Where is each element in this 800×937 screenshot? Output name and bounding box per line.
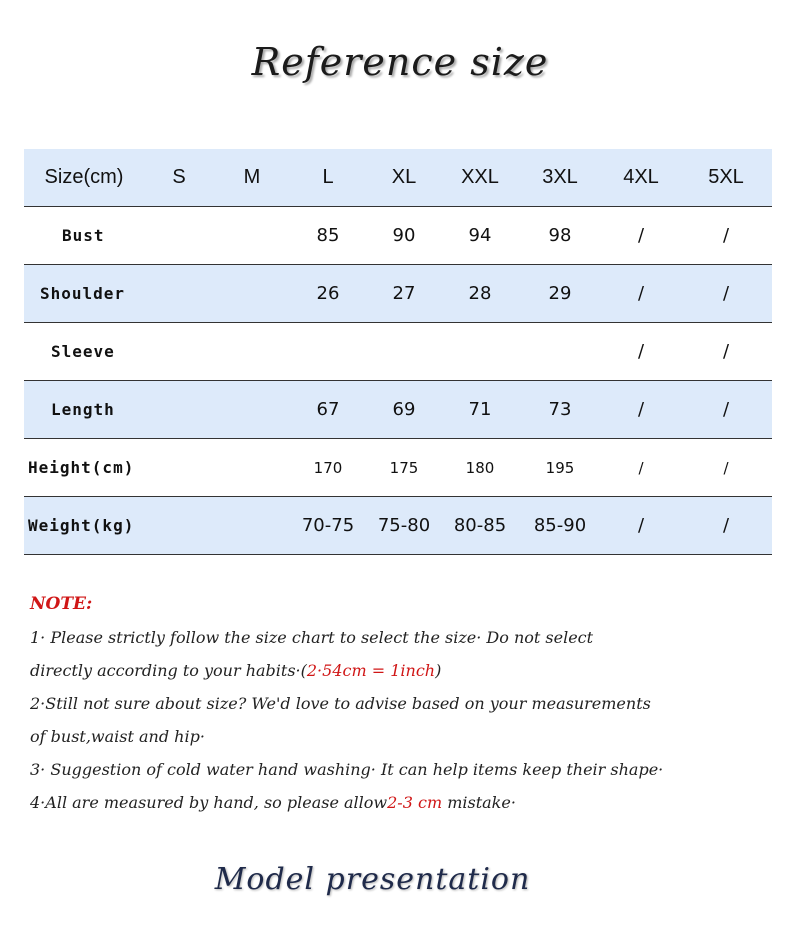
table-cell: 80-85: [442, 497, 518, 555]
header-cell: 3XL: [518, 149, 602, 207]
table-cell: [214, 207, 290, 265]
table-cell: [442, 323, 518, 381]
row-label: Bust: [24, 207, 144, 265]
table-cell: /: [602, 265, 680, 323]
table-row: [24, 265, 772, 323]
table-cell: /: [602, 497, 680, 555]
table-cell: /: [680, 207, 772, 265]
header-cell: 5XL: [680, 149, 772, 207]
table-cell: [366, 323, 442, 381]
table-header-row: [24, 149, 772, 207]
note-text: ): [435, 661, 442, 680]
table-row: [24, 381, 772, 439]
note-text: directly according to your habits·(: [30, 661, 307, 680]
note-line: 2·Still not sure about size? We'd love to advise based on your measurements: [30, 694, 651, 713]
table-cell: 70-75: [290, 497, 366, 555]
row-label: Sleeve: [24, 323, 144, 381]
table-cell: 85: [290, 207, 366, 265]
table-cell: 26: [290, 265, 366, 323]
table-row: [24, 323, 772, 381]
table-cell: /: [602, 381, 680, 439]
note-line: of bust,waist and hip·: [30, 727, 205, 746]
table-cell: [214, 265, 290, 323]
table-row: [24, 439, 772, 497]
note-highlight: 2·54cm = 1inch: [306, 661, 436, 680]
table-cell: 195: [518, 439, 602, 497]
table-cell: /: [602, 207, 680, 265]
table-cell: 29: [518, 265, 602, 323]
table-cell: /: [680, 265, 772, 323]
table-cell: [144, 323, 214, 381]
table-cell: /: [680, 497, 772, 555]
table-cell: 90: [366, 207, 442, 265]
table-cell: /: [680, 439, 772, 497]
note-line: 1· Please strictly follow the size chart to select the size· Do not select: [30, 628, 594, 647]
table-cell: /: [602, 439, 680, 497]
table-cell: 85-90: [518, 497, 602, 555]
table-cell: 69: [366, 381, 442, 439]
note-text: 4·All are measured by hand, so please allow: [30, 793, 388, 812]
table-cell: [144, 207, 214, 265]
header-cell: M: [214, 149, 290, 207]
header-cell: Size(cm): [24, 149, 144, 207]
row-label: Length: [24, 381, 144, 439]
table-cell: /: [680, 381, 772, 439]
table-cell: [214, 439, 290, 497]
notes-section: [30, 588, 770, 819]
table-cell: 28: [442, 265, 518, 323]
table-cell: 170: [290, 439, 366, 497]
table-row: [24, 497, 772, 555]
table-cell: [290, 323, 366, 381]
note-line: [30, 786, 770, 819]
table-cell: [144, 439, 214, 497]
table-row: [24, 207, 772, 265]
row-label: Weight(kg): [24, 497, 144, 555]
note-text: mistake·: [442, 793, 516, 812]
note-line: 3· Suggestion of cold water hand washing· It can help items keep their shape·: [30, 760, 664, 779]
header-cell: 4XL: [602, 149, 680, 207]
table-cell: /: [602, 323, 680, 381]
note-title: NOTE:: [30, 594, 93, 614]
table-cell: 75-80: [366, 497, 442, 555]
table-cell: 73: [518, 381, 602, 439]
table-cell: 180: [442, 439, 518, 497]
header-cell: XXL: [442, 149, 518, 207]
header-cell: L: [290, 149, 366, 207]
table-cell: 175: [366, 439, 442, 497]
table-cell: 94: [442, 207, 518, 265]
size-table: [24, 149, 772, 555]
header-cell: S: [144, 149, 214, 207]
header-cell: XL: [366, 149, 442, 207]
note-line: [30, 654, 770, 687]
table-cell: [144, 265, 214, 323]
table-cell: [144, 381, 214, 439]
note-highlight: 2-3 cm: [387, 793, 443, 812]
table-cell: [214, 323, 290, 381]
table-cell: 67: [290, 381, 366, 439]
table-cell: /: [680, 323, 772, 381]
row-label: Shoulder: [24, 265, 144, 323]
table-cell: 27: [366, 265, 442, 323]
table-cell: [518, 323, 602, 381]
table-cell: 71: [442, 381, 518, 439]
model-presentation-title: Model presentation: [214, 862, 531, 897]
table-cell: 98: [518, 207, 602, 265]
table-cell: [144, 497, 214, 555]
table-cell: [214, 497, 290, 555]
row-label: Height(cm): [24, 439, 144, 497]
table-cell: [214, 381, 290, 439]
page-title: Reference size: [251, 40, 549, 84]
